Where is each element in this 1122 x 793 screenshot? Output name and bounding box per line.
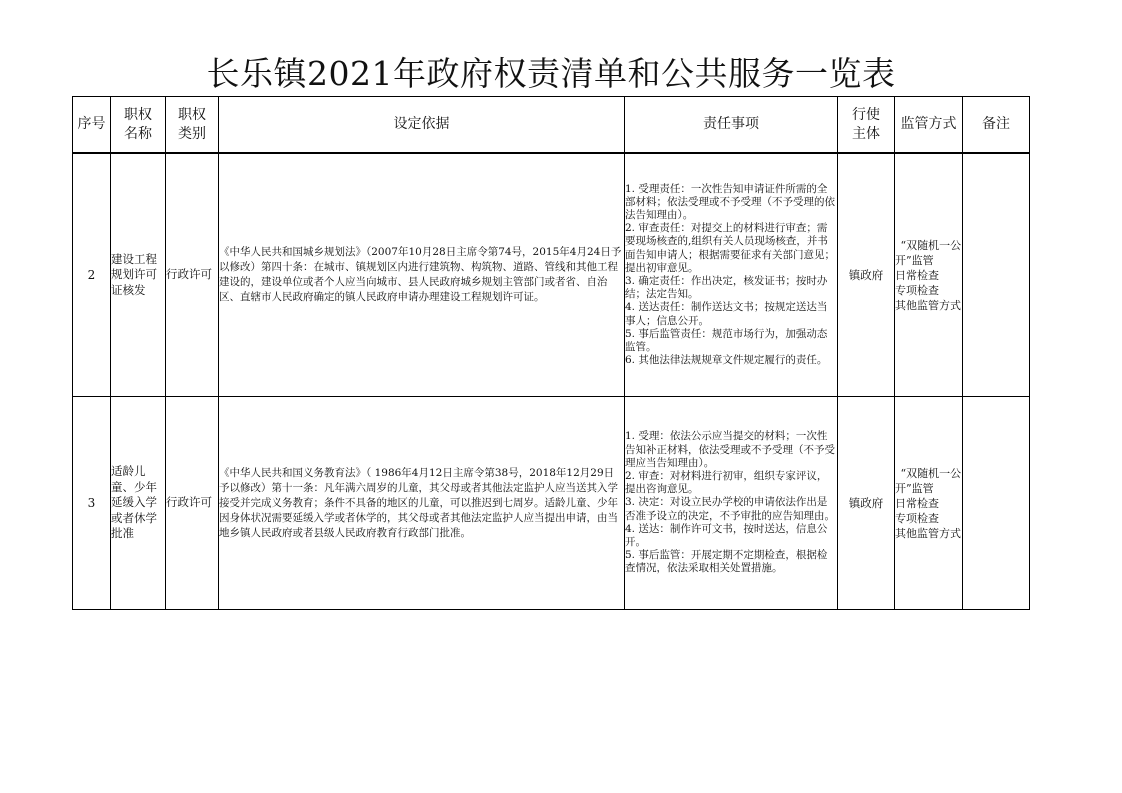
duty-item: 1. 受理：依法公示应当提交的材料；一次性告知补正材料，依法受理或不予受理（不予受理应当告知理由）。: [625, 430, 835, 469]
header-power-name: 职权 名称: [111, 97, 166, 154]
header-remarks: 备注: [963, 97, 1030, 154]
power-responsibility-table: [72, 96, 1030, 610]
supervision-item: 其他监管方式: [895, 526, 961, 540]
row-subject: 镇政府: [838, 153, 895, 397]
row-supervision: [895, 397, 963, 610]
duty-item: 1. 受理责任：一次性告知申请证件所需的全部材料；依法受理或不予受理（不予受理的依法告知理由）。: [625, 182, 835, 221]
supervision-item: 专项检查: [895, 511, 939, 525]
row-duties: [625, 153, 838, 397]
row-index: 3: [73, 397, 111, 610]
supervision-item: “双随机一公开”监管: [895, 238, 962, 267]
row-power-type: 行政许可: [166, 153, 219, 397]
row-basis: 《中华人民共和国义务教育法》（ 1986年4月12日主席令第38号，2018年12月29日予以修改）第十一条：凡年满六周岁的儿童，其父母或者其他法定监护人应当送其入学接受并完成义务教育；条件不具备的地区的儿童，可以推迟到七周岁。适龄儿童、少年因身体状况需要延缓入学或者休学的，其父母或者其他法定监护人应当提出申请，由当地乡镇人民政府或者县级人民政府教育行政部门批准。: [219, 397, 625, 610]
row-duties: [625, 397, 838, 610]
header-duties: 责任事项: [625, 97, 838, 154]
row-supervision: [895, 153, 963, 397]
duty-item: 6. 其他法律法规规章文件规定履行的责任。: [625, 354, 828, 367]
table-row: [73, 153, 1030, 397]
duty-item: 2. 审查：对材料进行初审，组织专家评议，提出咨询意见。: [625, 469, 828, 496]
duty-item: 2. 审查责任：对提交上的材料进行审查；需要现场核查的,组织有关人员现场核查，并书面告知申请人；根据需要征求有关部门意见；提出初审意见。: [625, 222, 835, 274]
row-power-name: 建设工程规划许可证核发: [111, 153, 166, 397]
row-power-type: 行政许可: [166, 397, 219, 610]
row-power-name: 适龄儿童、少年延缓入学或者休学批准: [111, 397, 166, 610]
row-basis: 《中华人民共和国城乡规划法》（2007年10月28日主席令第74号，2015年4月24日予以修改）第四十条：在城市、镇规划区内进行建筑物、构筑物、道路、管线和其他工程建设的，建设单位或者个人应当向城市、县人民政府城乡规划主管部门或者省、自治区、直辖市人民政府确定的镇人民政府申请办理建设工程规划许可证。: [219, 153, 625, 397]
row-subject: 镇政府: [838, 397, 895, 610]
header-index: 序号: [73, 97, 111, 154]
table-row: [73, 397, 1030, 610]
duty-item: 5. 事后监管责任：规范市场行为，加强动态监管。: [625, 327, 828, 354]
duty-item: 5. 事后监管：开展定期不定期检查，根据检查情况，依法采取相关处置措施。: [625, 549, 828, 575]
supervision-item: 日常检查: [895, 496, 939, 510]
header-supervision: 监管方式: [895, 97, 963, 154]
row-remarks: [963, 397, 1030, 610]
header-basis: 设定依据: [219, 97, 625, 154]
duty-item: 4. 送达：制作许可文书，按时送达，信息公开。: [625, 522, 828, 548]
table-header-row: [73, 97, 1030, 154]
supervision-item: 日常检查: [895, 268, 939, 282]
row-remarks: [963, 153, 1030, 397]
row-index: 2: [73, 153, 111, 397]
supervision-item: 专项检查: [895, 283, 939, 297]
header-subject: 行使 主体: [838, 97, 895, 154]
supervision-item: “双随机一公开”监管: [895, 466, 962, 495]
header-power-type: 职权 类别: [166, 97, 219, 154]
duty-item: 4. 送达责任：制作送达文书；按规定送达当事人；信息公开。: [625, 301, 828, 327]
supervision-item: 其他监管方式: [895, 298, 961, 312]
duty-item: 3. 决定：对设立民办学校的申请依法作出是否准予设立的决定，不予审批的应告知理由。: [625, 496, 835, 522]
page-title: 长乐镇2021年政府权责清单和公共服务一览表: [206, 54, 896, 93]
duty-item: 3. 确定责任：作出决定，核发证书；按时办结；法定告知。: [625, 275, 828, 301]
